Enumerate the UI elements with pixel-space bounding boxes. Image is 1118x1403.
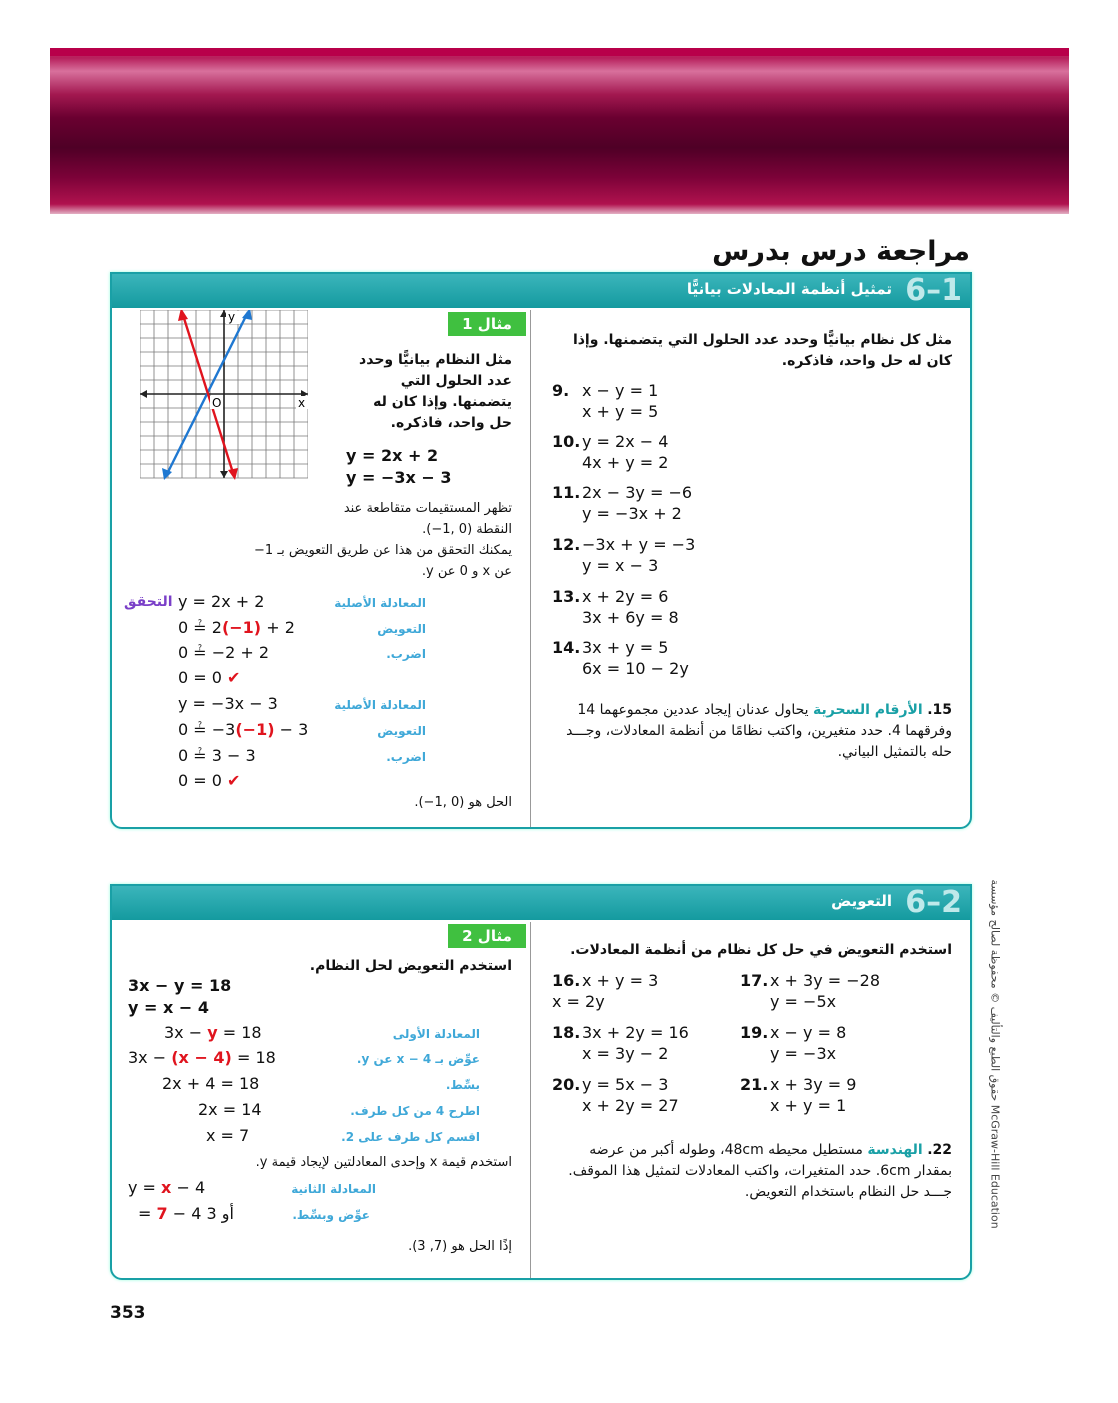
exercise-9: 9. x − y = 1 — [552, 381, 659, 400]
check-label: التحقق — [124, 594, 173, 610]
step-6-label: التعويض — [377, 724, 426, 738]
example-1-eq1: y = 2x + 2 — [346, 446, 439, 465]
exercise-22: 22. الهندسة مستطيل محيطه 48cm، وطوله أكبر من عرضه بمقدار 6cm. حدد المتغيرات، واكتب المعادلات لتمثيل هذا الموقف. جـــد حل النظام باستخدام التعويض. — [568, 1142, 952, 1200]
step-3-math: 0 ≟ −2 + 2 — [178, 643, 270, 662]
exercise-20: 20. y = 5x − 3 — [552, 1075, 669, 1094]
graph-x-label: x — [298, 396, 306, 410]
ex2-step2-1-label: المعادلة الثانية — [291, 1182, 376, 1196]
section-header — [112, 886, 970, 920]
section-number: 6–1 — [905, 273, 962, 308]
exercise-21-b: x + y = 1 — [770, 1096, 847, 1115]
ex2-step2-2-label: عوِّض وبسِّط. — [292, 1208, 370, 1222]
step-5-label: المعادلة الأصلية — [334, 698, 426, 712]
exercise-19: 19. x − y = 8 — [740, 1023, 847, 1042]
top-banner — [50, 48, 1069, 214]
exercise-11: 11. 2x − 3y = −6 — [552, 483, 693, 502]
ex2-step-4: 2x = 14 — [198, 1100, 262, 1119]
exercise-20-b: x + 2y = 27 — [582, 1096, 679, 1115]
example-2-mid-text: استخدم قيمة x وإحدى المعادلتين لإيجاد قيمة y. — [255, 1155, 512, 1170]
exercise-11-b: y = −3x + 2 — [582, 504, 682, 523]
red-line-arrow-top — [178, 310, 188, 321]
page-number: 353 — [110, 1303, 146, 1323]
section-number: 6–2 — [905, 885, 962, 920]
ex2-step2-2: = 7 − 4 أو 3 — [138, 1204, 234, 1223]
step-8-math: 0 = 0 ✔ — [178, 771, 241, 790]
instructions: استخدم التعويض في حل كل نظام من أنظمة المعادلات. — [570, 942, 952, 958]
exercise-10: 10. y = 2x − 4 — [552, 432, 669, 451]
y-axis-arrow-down — [220, 471, 228, 478]
exercise-10-b: 4x + y = 2 — [582, 453, 669, 472]
ex2-step-5: x = 7 — [206, 1126, 250, 1145]
checkmark-icon: ✔ — [227, 771, 241, 790]
section-title: التعويض — [831, 892, 892, 910]
example-1-solution: الحل هو (0 ,1−). — [414, 795, 512, 810]
exercise-13-b: 3x + 6y = 8 — [582, 608, 679, 627]
column-divider — [530, 310, 531, 827]
step-3-label: اضرب. — [386, 647, 426, 661]
exercise-17: 17. x + 3y = −28 — [740, 971, 881, 990]
exercise-17-b: y = −5x — [770, 992, 837, 1011]
ex2-step-3: 2x + 4 = 18 — [162, 1074, 260, 1093]
example-1-prompt: مثل النظام بيانيًّا وحدد عدد الحلول التي يتضمنها. وإذا كان له حل واحد، فاذكره. — [359, 352, 512, 431]
example-1-eq2: y = −3x − 3 — [346, 468, 452, 487]
example-1-explain2: يمكنك التحقق من هذا عن طريق التعويض بـ 1− عن x و 0 عن y. — [254, 543, 512, 579]
exercise-16-b: x = 2y — [552, 992, 605, 1011]
step-2-math: 0 ≟ 2(−1) + 2 — [178, 618, 295, 637]
step-2-label: التعويض — [377, 622, 426, 636]
exercise-16: 16. x + y = 3 — [552, 971, 659, 990]
exercise-21: 21. x + 3y = 9 — [740, 1075, 857, 1094]
exercise-12-b: y = x − 3 — [582, 556, 659, 575]
column-divider — [530, 922, 531, 1278]
coordinate-graph — [140, 310, 308, 482]
checkmark-icon: ✔ — [227, 668, 241, 687]
example-1-explain1: تظهر المستقيمات متقاطعة عند النقطة (0 ,1−). — [343, 501, 512, 537]
exercise-18-b: x = 3y − 2 — [582, 1044, 669, 1063]
ex2-step2-1: y = x − 4 — [128, 1178, 206, 1197]
ex2-step-1: 3x − y = 18 — [164, 1023, 262, 1042]
step-7-math: 0 ≟ 3 − 3 — [178, 746, 256, 765]
ex2-step-2: 3x − (x − 4) = 18 — [128, 1048, 276, 1067]
banner-top-stripe — [50, 48, 1069, 56]
graph-axes — [140, 310, 308, 478]
ex2-step-3-label: بسِّط. — [445, 1078, 480, 1092]
section-header — [112, 274, 970, 308]
instructions: مثل كل نظام بيانيًّا وحدد عدد الحلول التي يتضمنها. وإذا كان له حل واحد، فاذكره. — [572, 332, 952, 369]
ex2-step-2-label: عوِّض بـ x − 4 عن y. — [356, 1052, 480, 1066]
example-1-tag: مثال 1 — [448, 312, 526, 336]
exercise-15: 15. الأرقام السحرية يحاول عدنان إيجاد عددين مجموعهما 14 وفرقهما 4. حدد متغيرين، واكتب نظامًا من أنظمة المعادلات، وجـــد حله بالتمثيل البياني. — [566, 702, 952, 760]
exercise-9-b: x + y = 5 — [582, 402, 659, 421]
step-6-math: 0 ≟ −3(−1) − 3 — [178, 720, 309, 739]
example-2-eq2: y = x − 4 — [128, 998, 209, 1017]
section-6-2-panel — [110, 884, 972, 1280]
exercise-19-b: y = −3x — [770, 1044, 837, 1063]
exercise-14-b: 6x = 10 − 2y — [582, 659, 689, 678]
example-2-eq1: 3x − y = 18 — [128, 976, 232, 995]
graph-y-label: y — [228, 310, 236, 324]
page-title: مراجعة درس بدرس — [712, 236, 970, 267]
step-4-math: 0 = 0 ✔ — [178, 668, 241, 687]
section-6-1-panel — [110, 272, 972, 829]
graph-origin-label: O — [212, 396, 222, 410]
step-1-label: المعادلة الأصلية — [334, 596, 426, 610]
ex2-step-4-label: اطرح 4 من كل طرف. — [350, 1104, 480, 1118]
exercise-12: 12. −3x + y = −3 — [552, 535, 696, 554]
exercise-14: 14. 3x + y = 5 — [552, 638, 669, 657]
example-2-solution: إذًا الحل هو (7, 3). — [408, 1239, 512, 1254]
example-2-prompt: استخدم التعويض لحل النظام. — [309, 958, 512, 974]
step-7-label: اضرب. — [386, 750, 426, 764]
example-2-tag: مثال 2 — [448, 924, 526, 948]
ex2-step-1-label: المعادلة الأولى — [392, 1027, 480, 1041]
exercise-18: 18. 3x + 2y = 16 — [552, 1023, 689, 1042]
exercise-13: 13. x + 2y = 6 — [552, 587, 669, 606]
section-title: تمثيل أنظمة المعادلات بيانيًّا — [686, 280, 892, 298]
copyright-side-text: حقوق الطبع والتأليف © محفوظة لصالح مؤسسة McGraw-Hill Education — [988, 879, 1002, 1229]
ex2-step-5-label: اقسم كل طرف على 2. — [341, 1130, 480, 1144]
step-1-math: y = 2x + 2 — [178, 592, 265, 611]
x-axis-arrow-left — [140, 390, 147, 398]
step-5-math: y = −3x − 3 — [178, 694, 278, 713]
